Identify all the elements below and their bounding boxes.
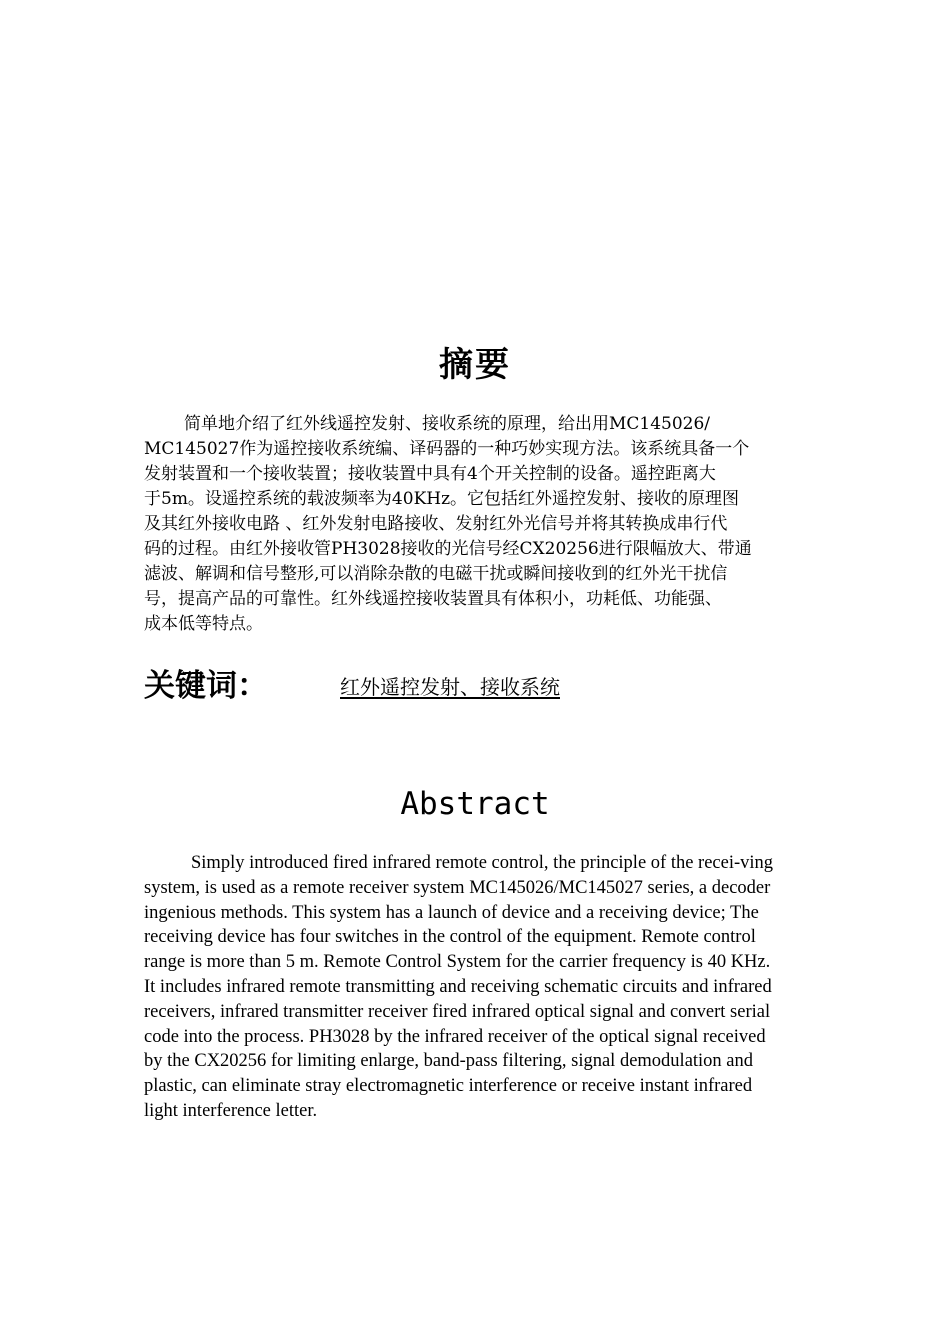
chinese-abstract-line: 于5m。设遥控系统的载波频率为40KHz。它包括红外遥控发射、接收的原理图 <box>144 489 740 509</box>
english-abstract-line: Simply introduced fired infrared remote control, the principle of the recei-ving <box>191 853 774 873</box>
english-abstract-line: receivers, infrared transmitter receiver fired infrared optical signal and convert serial <box>144 1001 771 1022</box>
keywords-row <box>144 664 806 710</box>
english-abstract-line: light interference letter. <box>144 1100 318 1121</box>
english-abstract-line: It includes infrared remote transmitting and receiving schematic circuits and infrared <box>144 976 772 997</box>
english-abstract-line: range is more than 5 m. Remote Control System for the carrier frequency is 40 KHz. <box>144 952 771 973</box>
english-abstract-title: Abstract <box>400 786 550 822</box>
chinese-abstract-body <box>144 412 806 637</box>
chinese-abstract-line: 及其红外接收电路 、红外发射电路接收、发射红外光信号并将其转换成串行代 <box>144 514 728 534</box>
english-abstract-body <box>144 851 806 1124</box>
chinese-abstract-line: 成本低等特点。 <box>144 614 263 634</box>
english-abstract-line: code into the process. PH3028 by the infrared receiver of the optical signal received <box>144 1026 766 1047</box>
english-abstract-line: by the CX20256 for limiting enlarge, band-pass filtering, signal demodulation and <box>144 1051 754 1072</box>
chinese-abstract-line: 号，提高产品的可靠性。红外线遥控接收装置具有体积小，功耗低、功能强、 <box>144 589 722 609</box>
chinese-abstract-line: 简单地介绍了红外线遥控发射、接收系统的原理，给出用MC145026/ <box>184 414 711 434</box>
chinese-abstract-line: 发射装置和一个接收装置；接收装置中具有4个开关控制的设备。遥控距离大 <box>144 464 716 484</box>
chinese-abstract-line: MC145027作为遥控接收系统编、译码器的一种巧妙实现方法。该系统具备一个 <box>144 439 750 459</box>
chinese-abstract-line: 码的过程。由红外接收管PH3028接收的光信号经CX20256进行限幅放大、带通 <box>144 539 752 559</box>
english-abstract-line: receiving device has four switches in the control of the equipment. Remote control <box>144 927 756 948</box>
keywords-value: 红外遥控发射、接收系统 <box>340 675 560 699</box>
keywords-label: 关键词： <box>144 668 268 704</box>
chinese-abstract-line: 滤波、解调和信号整形,可以消除杂散的电磁干扰或瞬间接收到的红外光干扰信 <box>144 564 728 584</box>
chinese-abstract-title: 摘要 <box>439 345 511 385</box>
english-abstract-line: ingenious methods. This system has a launch of device and a receiving device; The <box>144 902 759 923</box>
english-abstract-line: plastic, can eliminate stray electromagnetic interference or receive instant infrared <box>144 1076 753 1097</box>
english-abstract-line: system, is used as a remote receiver system MC145026/MC145027 series, a decoder <box>144 877 771 898</box>
